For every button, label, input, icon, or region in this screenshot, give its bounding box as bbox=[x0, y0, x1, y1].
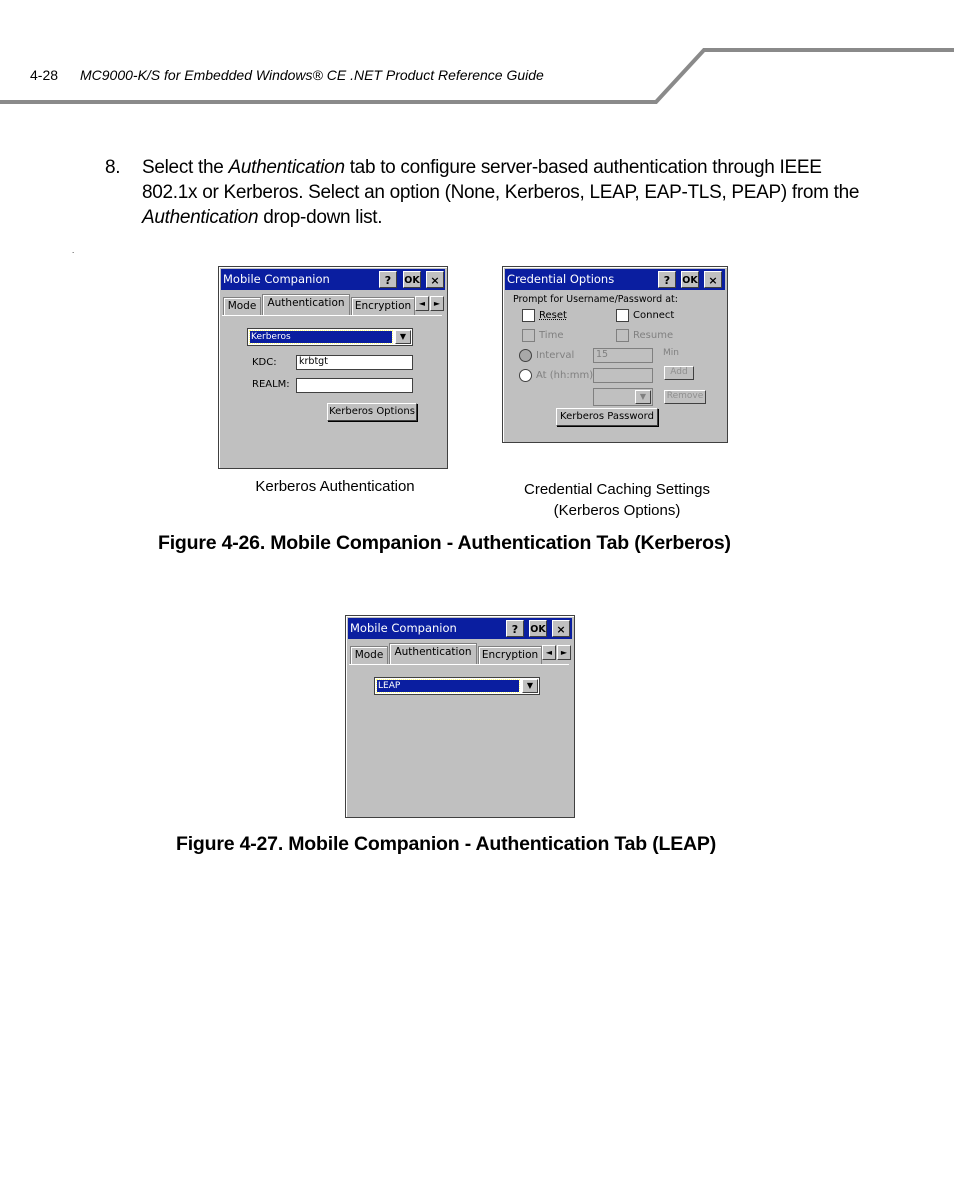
window-title: Credential Options bbox=[507, 272, 615, 286]
close-button[interactable]: × bbox=[552, 620, 570, 637]
window-title: Mobile Companion bbox=[350, 621, 457, 635]
leap-window bbox=[345, 615, 575, 818]
running-title: MC9000-K/S for Embedded Windows® CE .NET Product Reference Guide bbox=[80, 67, 544, 83]
authentication-selected: LEAP bbox=[377, 680, 519, 692]
term-authentication: Authentication bbox=[228, 157, 345, 178]
tab-scroll-left-button[interactable]: ◄ bbox=[415, 296, 429, 311]
help-button[interactable]: ? bbox=[506, 620, 524, 637]
authentication-dropdown[interactable] bbox=[374, 677, 540, 695]
tab-mode[interactable]: Mode bbox=[350, 646, 388, 664]
tab-authentication[interactable]: Authentication bbox=[389, 643, 477, 664]
step-number: 8. bbox=[105, 157, 121, 178]
remove-button[interactable]: Remove bbox=[664, 390, 706, 404]
help-button[interactable]: ? bbox=[379, 271, 397, 288]
prompt-label: Prompt for Username/Password at: bbox=[513, 294, 678, 305]
credential-caption-line-1: Credential Caching Settings bbox=[524, 481, 710, 498]
tab-mode[interactable]: Mode bbox=[223, 297, 261, 315]
reset-checkbox[interactable] bbox=[522, 309, 535, 322]
kerberos-window bbox=[218, 266, 448, 469]
stray-mark: . bbox=[72, 246, 75, 255]
kerberos-options-button[interactable]: Kerberos Options bbox=[327, 403, 417, 421]
chevron-down-icon[interactable]: ▼ bbox=[395, 330, 411, 344]
term-authentication-2: Authentication bbox=[142, 207, 259, 228]
title-bar bbox=[348, 618, 572, 639]
kdc-label: KDC: bbox=[252, 357, 277, 368]
connect-checkbox[interactable] bbox=[616, 309, 629, 322]
window-title: Mobile Companion bbox=[223, 272, 330, 286]
close-button[interactable]: × bbox=[426, 271, 444, 288]
interval-radio[interactable] bbox=[519, 349, 532, 362]
title-bar bbox=[221, 269, 445, 290]
connect-label: Connect bbox=[633, 310, 675, 321]
at-time-radio[interactable] bbox=[519, 369, 532, 382]
credential-options-window bbox=[502, 266, 728, 443]
step-text: Select the Authentication tab to configure server-based authentication through IEEE 802.1x or Kerberos. Select an option (None, Kerberos, LEAP, EAP-TLS, PEAP) from the Authentication drop-down list. bbox=[142, 157, 860, 228]
time-checkbox[interactable] bbox=[522, 329, 535, 342]
ok-button[interactable]: OK bbox=[529, 620, 547, 637]
close-button[interactable]: × bbox=[704, 271, 722, 288]
realm-field[interactable] bbox=[296, 378, 413, 393]
time-label: Time bbox=[539, 330, 564, 341]
tab-scroll-right-button[interactable]: ► bbox=[557, 645, 571, 660]
credential-caption bbox=[510, 479, 724, 521]
at-time-field[interactable] bbox=[593, 368, 653, 383]
time-list-dropdown[interactable] bbox=[593, 388, 653, 406]
reset-label: Reset bbox=[539, 310, 567, 321]
kdc-field[interactable]: krbtgt bbox=[296, 355, 413, 370]
tab-encryption[interactable]: Encryption bbox=[351, 297, 415, 315]
chevron-down-icon[interactable]: ▼ bbox=[522, 679, 538, 693]
title-bar bbox=[505, 269, 725, 290]
kerberos-password-button[interactable]: Kerberos Password bbox=[556, 408, 658, 426]
ok-button[interactable]: OK bbox=[681, 271, 699, 288]
at-time-label: At (hh:mm) bbox=[536, 370, 594, 381]
kerberos-caption: Kerberos Authentication bbox=[255, 478, 415, 495]
page-number: 4-28 bbox=[30, 67, 59, 83]
min-label: Min bbox=[663, 348, 679, 358]
tab-scroll-left-button[interactable]: ◄ bbox=[542, 645, 556, 660]
figure-4-26-caption: Figure 4-26. Mobile Companion - Authentication Tab (Kerberos) bbox=[158, 532, 731, 554]
authentication-dropdown[interactable] bbox=[247, 328, 413, 346]
add-button[interactable]: Add bbox=[664, 366, 694, 380]
credential-caption-line-2: (Kerberos Options) bbox=[553, 502, 681, 519]
tab-authentication[interactable]: Authentication bbox=[262, 294, 350, 315]
resume-label: Resume bbox=[633, 330, 674, 341]
tab-encryption[interactable]: Encryption bbox=[478, 646, 542, 664]
interval-label: Interval bbox=[536, 350, 575, 361]
tab-scroll-right-button[interactable]: ► bbox=[430, 296, 444, 311]
chevron-down-icon[interactable]: ▼ bbox=[635, 390, 651, 404]
interval-field[interactable]: 15 bbox=[593, 348, 653, 363]
help-button[interactable]: ? bbox=[658, 271, 676, 288]
ok-button[interactable]: OK bbox=[403, 271, 421, 288]
realm-label: REALM: bbox=[252, 379, 290, 390]
figure-4-27-caption: Figure 4-27. Mobile Companion - Authentication Tab (LEAP) bbox=[176, 833, 717, 855]
authentication-selected: Kerberos bbox=[250, 331, 392, 343]
resume-checkbox[interactable] bbox=[616, 329, 629, 342]
